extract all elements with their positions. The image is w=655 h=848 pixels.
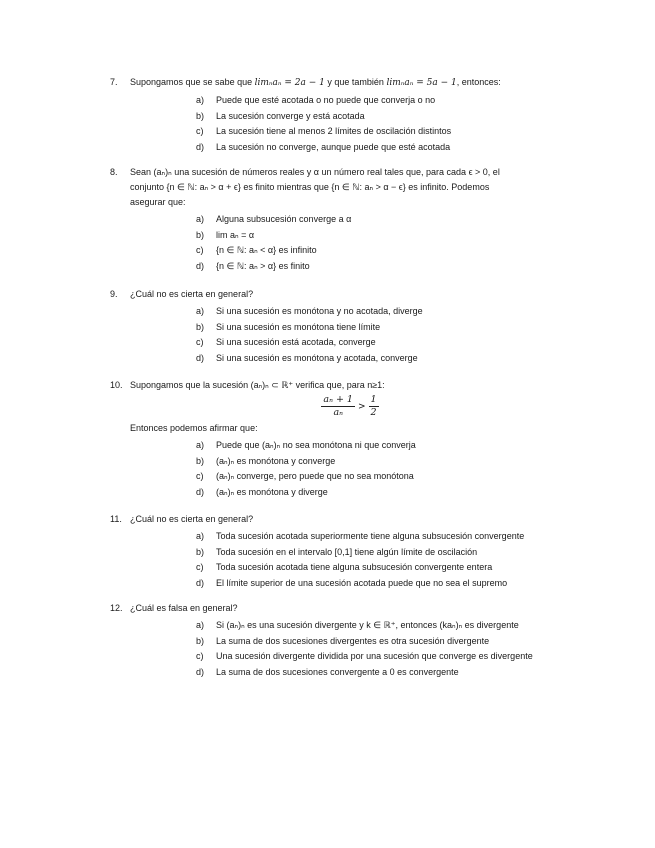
option-letter: b) [196, 321, 205, 332]
option-c[interactable] [196, 243, 570, 259]
option-letter: d) [196, 141, 205, 152]
option-d[interactable] [196, 665, 570, 681]
option-d[interactable] [196, 485, 570, 501]
option-letter: c) [196, 245, 204, 255]
option-text: Si una sucesión es monótona y no acotada, diverge [216, 306, 423, 316]
question-7 [110, 75, 570, 155]
option-text: Alguna subsucesión converge a α [216, 214, 352, 224]
option-text: lim aₙ = α [216, 229, 255, 240]
option-c[interactable] [196, 649, 570, 665]
option-letter: c) [196, 471, 204, 481]
question-text: , entonces: [456, 77, 501, 87]
option-letter: c) [196, 651, 204, 661]
option-c[interactable] [196, 560, 570, 576]
option-c[interactable] [196, 124, 570, 140]
question-number: 12. [110, 603, 123, 613]
question-number: 11. [110, 514, 122, 524]
option-d[interactable] [196, 351, 570, 367]
option-text: El límite superior de una sucesión acotada puede que no sea el supremo [216, 577, 508, 588]
question-12 [110, 601, 570, 680]
option-list [196, 438, 570, 500]
question-text: Sean (aₙ)ₙ una sucesión de números reales y α un número real tales que, para cada ϵ > 0, el [130, 167, 500, 177]
question-text: ¿Cuál es falsa en general? [130, 603, 238, 613]
option-d[interactable] [196, 576, 570, 592]
question-10 [110, 378, 570, 500]
option-letter: d) [196, 352, 205, 363]
question-text: conjunto {n ∈ ℕ: aₙ > α + ϵ} es finito mientras que {n ∈ ℕ: aₙ > α − ϵ} es infinito. Podemos [130, 182, 490, 192]
option-c[interactable] [196, 469, 570, 485]
option-a[interactable] [196, 438, 570, 454]
option-text: {n ∈ ℕ: aₙ < α} es infinito [216, 245, 317, 255]
question-number: 9. [110, 289, 118, 299]
option-text: (aₙ)ₙ es monótona y converge [216, 455, 336, 466]
option-a[interactable] [196, 93, 570, 109]
inequality [110, 394, 570, 419]
option-text: Si una sucesión es monótona tiene límite [216, 321, 381, 332]
option-list [196, 304, 570, 366]
option-letter: a) [196, 531, 205, 541]
fraction-rhs [369, 394, 379, 419]
option-list [196, 93, 570, 155]
option-letter: a) [196, 95, 205, 105]
option-a[interactable] [196, 618, 570, 634]
question-8 [110, 165, 570, 274]
option-text: Si una sucesión es monótona y acotada, converge [216, 352, 418, 363]
option-text: La sucesión converge y está acotada [216, 110, 365, 121]
option-letter: a) [196, 620, 205, 630]
question-text: ¿Cuál no es cierta en general? [130, 289, 254, 299]
option-d[interactable] [196, 140, 570, 156]
option-text: Toda sucesión acotada superiormente tiene alguna subsucesión convergente [216, 531, 525, 541]
question-11 [110, 512, 570, 591]
option-letter: a) [196, 440, 205, 450]
option-letter: a) [196, 306, 205, 316]
question-10-stem [110, 378, 570, 393]
option-b[interactable] [196, 454, 570, 470]
option-a[interactable] [196, 212, 570, 228]
denominator: 2 [370, 407, 377, 418]
option-letter: d) [196, 666, 205, 677]
question-12-stem [110, 601, 570, 616]
denominator: aₙ [333, 407, 343, 418]
option-b[interactable] [196, 228, 570, 244]
fraction-lhs [321, 394, 355, 419]
option-text: Puede que esté acotada o no puede que converja o no [216, 95, 436, 105]
question-9 [110, 287, 570, 366]
question-8-stem [110, 165, 570, 210]
option-letter: b) [196, 110, 205, 121]
option-d[interactable] [196, 259, 570, 275]
option-text: Una sucesión divergente dividida por una sucesión que converge es divergente [216, 651, 533, 661]
option-letter: d) [196, 260, 205, 271]
question-11-stem [110, 512, 570, 527]
option-b[interactable] [196, 320, 570, 336]
option-text: Toda sucesión en el intervalo [0,1] tiene algún límite de oscilación [216, 546, 478, 557]
option-text: Toda sucesión acotada tiene alguna subsucesión convergente entera [216, 562, 493, 572]
relation-symbol: > [357, 401, 366, 412]
math-expression: limₙaₙ = 2a − 1 [254, 78, 325, 88]
question-number: 10. [110, 380, 123, 390]
question-7-stem [110, 75, 570, 91]
option-text: (aₙ)ₙ es monótona y diverge [216, 486, 328, 497]
option-letter: c) [196, 337, 204, 347]
option-letter: d) [196, 577, 205, 588]
option-c[interactable] [196, 335, 570, 351]
option-list [196, 618, 570, 680]
option-text: Puede que (aₙ)ₙ no sea monótona ni que converja [216, 440, 416, 450]
option-text: La suma de dos sucesiones convergente a 0 es convergente [216, 666, 459, 677]
option-a[interactable] [196, 529, 570, 545]
option-text: (aₙ)ₙ converge, pero puede que no sea monótona [216, 471, 414, 481]
option-letter: d) [196, 486, 205, 497]
option-letter: b) [196, 229, 205, 240]
option-text: La suma de dos sucesiones divergentes es otra sucesión divergente [216, 635, 490, 646]
option-text: La sucesión no converge, aunque puede que esté acotada [216, 141, 451, 152]
option-letter: c) [196, 562, 204, 572]
question-text: asegurar que: [130, 197, 186, 207]
option-text: La sucesión tiene al menos 2 límites de oscilación distintos [216, 126, 452, 136]
option-list [196, 212, 570, 274]
option-text: Si una sucesión está acotada, converge [216, 337, 376, 347]
option-letter: b) [196, 635, 205, 646]
option-text: Si (aₙ)ₙ es una sucesión divergente y k ∈ ℝ⁺, entonces (kaₙ)ₙ es divergente [216, 620, 519, 630]
option-a[interactable] [196, 304, 570, 320]
question-text: Supongamos que se sabe que [130, 77, 255, 87]
option-list [196, 529, 570, 591]
numerator: aₙ + 1 [323, 394, 353, 405]
option-letter: b) [196, 455, 205, 466]
option-b[interactable] [196, 634, 570, 650]
option-b[interactable] [196, 545, 570, 561]
question-number: 8. [110, 167, 118, 177]
option-letter: c) [196, 126, 204, 136]
option-b[interactable] [196, 109, 570, 125]
numerator: 1 [370, 394, 377, 405]
math-expression: limₙaₙ = 5a − 1 [386, 78, 457, 88]
question-text: y que también [324, 77, 387, 87]
question-text: Entonces podemos afirmar que: [130, 423, 258, 433]
question-10-followup [110, 421, 570, 436]
option-text: {n ∈ ℕ: aₙ > α} es finito [216, 260, 310, 271]
question-text: ¿Cuál no es cierta en general? [130, 514, 254, 524]
question-number: 7. [110, 77, 118, 87]
question-text: Supongamos que la sucesión (aₙ)ₙ ⊂ ℝ⁺ verifica que, para n≥1: [130, 380, 385, 390]
option-letter: b) [196, 546, 205, 557]
option-letter: a) [196, 214, 205, 224]
question-9-stem [110, 287, 570, 302]
